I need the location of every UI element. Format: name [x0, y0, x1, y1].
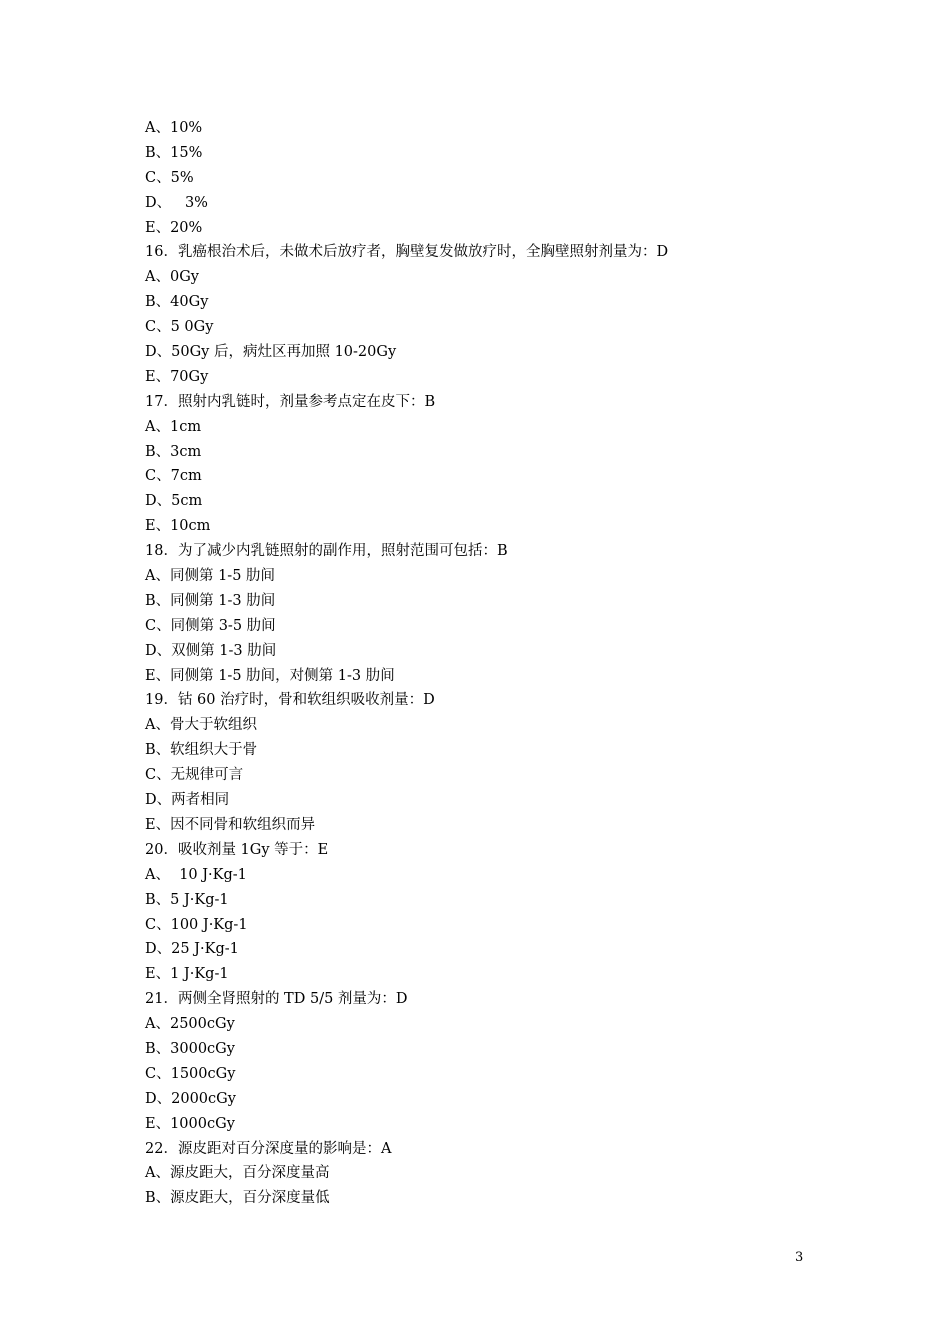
question-line: 22．源皮距对百分深度量的影响是：A	[145, 1140, 392, 1157]
text-line: D、5cm	[145, 493, 203, 510]
text-line: D、 3%	[145, 194, 208, 211]
text-line: D、50Gy 后，病灶区再加照 10-20Gy	[145, 344, 397, 361]
text-line: A、 10 J·Kg-1	[145, 866, 247, 883]
text-line: E、1 J·Kg-1	[145, 966, 229, 983]
text-line: A、0Gy	[145, 269, 199, 286]
text-line: A、同侧第 1-5 肋间	[145, 568, 276, 585]
text-line: D、25 J·Kg-1	[145, 941, 239, 958]
text-line: B、3cm	[145, 443, 202, 460]
text-line: B、源皮距大，百分深度量低	[145, 1190, 330, 1207]
question-line: 18．为了减少内乳链照射的副作用，照射范围可包括：B	[145, 543, 508, 560]
question-line: 17．照射内乳链时，剂量参考点定在皮下：B	[145, 393, 436, 410]
text-line: C、1500cGy	[145, 1065, 236, 1082]
page-number: 3	[795, 1250, 804, 1265]
text-line: C、5 0Gy	[145, 319, 214, 336]
text-line: C、100 J·Kg-1	[145, 916, 248, 933]
text-line: E、因不同骨和软组织而异	[145, 816, 316, 833]
text-line: A、2500cGy	[145, 1016, 235, 1033]
text-line: D、2000cGy	[145, 1090, 236, 1107]
text-line: E、20%	[145, 219, 203, 236]
text-line: B、5 J·Kg-1	[145, 891, 229, 908]
text-line: C、同侧第 3-5 肋间	[145, 617, 276, 634]
text-line: C、5%	[145, 169, 194, 186]
document-body	[145, 116, 825, 1211]
question-line: 21．两侧全肾照射的 TD 5/5 剂量为：D	[145, 991, 408, 1008]
text-line: A、源皮距大，百分深度量高	[145, 1165, 330, 1182]
text-line: E、70Gy	[145, 368, 209, 385]
text-line: B、40Gy	[145, 294, 209, 311]
text-line: B、同侧第 1-3 肋间	[145, 592, 276, 609]
question-line: 20．吸收剂量 1Gy 等于：E	[145, 841, 329, 858]
text-line: E、1000cGy	[145, 1115, 235, 1132]
text-line: A、10%	[145, 120, 203, 136]
text-line: B、3000cGy	[145, 1040, 235, 1057]
text-line: B、软组织大于骨	[145, 742, 258, 759]
text-line: A、1cm	[145, 418, 202, 435]
question-line: 19．钴 60 治疗时，骨和软组织吸收剂量：D	[145, 692, 435, 709]
text-line: E、10cm	[145, 518, 211, 535]
text-line: A、骨大于软组织	[145, 717, 257, 734]
text-line: E、同侧第 1-5 肋间，对侧第 1-3 肋间	[145, 667, 395, 684]
text-line: D、双侧第 1-3 肋间	[145, 642, 277, 659]
text-line: B、15%	[145, 144, 203, 161]
text-line: C、无规律可言	[145, 767, 244, 784]
text-line: C、7cm	[145, 468, 202, 485]
text-line: D、两者相同	[145, 792, 230, 809]
question-line: 16．乳癌根治术后，未做术后放疗者，胸壁复发做放疗时，全胸壁照射剂量为：D	[145, 244, 669, 261]
